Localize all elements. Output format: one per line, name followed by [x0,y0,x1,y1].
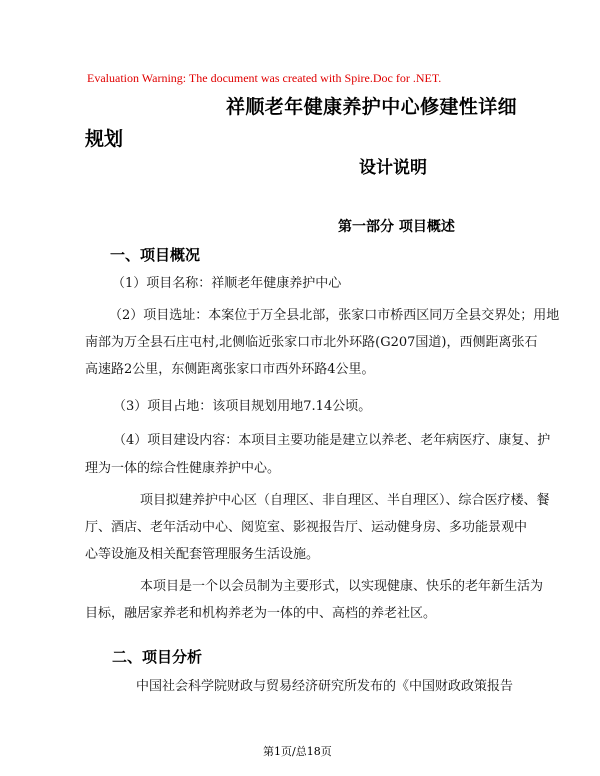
body-line: 高速路2公里，东侧距离张家口市西外环路4公里。 [85,362,375,377]
body-line: 南部为万全县石庄屯村,北侧临近张家口市北外环路(G207国道)，西侧距离张石 [85,335,538,350]
body-line: （2）项目选址：本案位于万全县北部，张家口市桥西区同万全县交界处；用地 [109,308,560,323]
document-subtitle: 设计说明 [359,158,427,178]
section-heading-overview: 一、项目概况 [110,246,201,264]
evaluation-warning: Evaluation Warning: The document was created with Spire.Doc for .NET. [87,71,442,85]
body-line: （1）项目名称：祥顺老年健康养护中心 [112,276,342,291]
document-title-line2: 规划 [85,128,124,150]
body-line: 中国社会科学院财政与贸易经济研究所发布的《中国财政政策报告 [136,679,514,694]
body-line: （4）项目建设内容：本项目主要功能是建立以养老、老年病医疗、康复、护 [113,433,551,448]
page-footer: 第1页/总18页 [263,745,332,758]
body-line: （3）项目占地：该项目规划用地7.14公顷。 [113,399,372,414]
body-line: 目标，融居家养老和机构养老为一体的中、高档的养老社区。 [85,606,437,621]
section-heading-analysis: 二、项目分析 [112,648,203,666]
body-line: 厅、酒店、老年活动中心、阅览室、影视报告厅、运动健身房、多功能景观中 [85,520,528,535]
body-line: 理为一体的综合性健康养护中心。 [85,461,281,476]
document-title-line1: 祥顺老年健康养护中心修建性详细 [226,96,518,118]
body-line: 心等设施及相关配套管理服务生活设施。 [85,547,320,562]
body-line: 项目拟建养护中心区（自理区、非自理区、半自理区）、综合医疗楼、餐 [140,493,550,508]
body-line: 本项目是一个以会员制为主要形式，以实现健康、快乐的老年新生活为 [140,579,544,594]
part-heading: 第一部分 项目概述 [338,219,455,235]
